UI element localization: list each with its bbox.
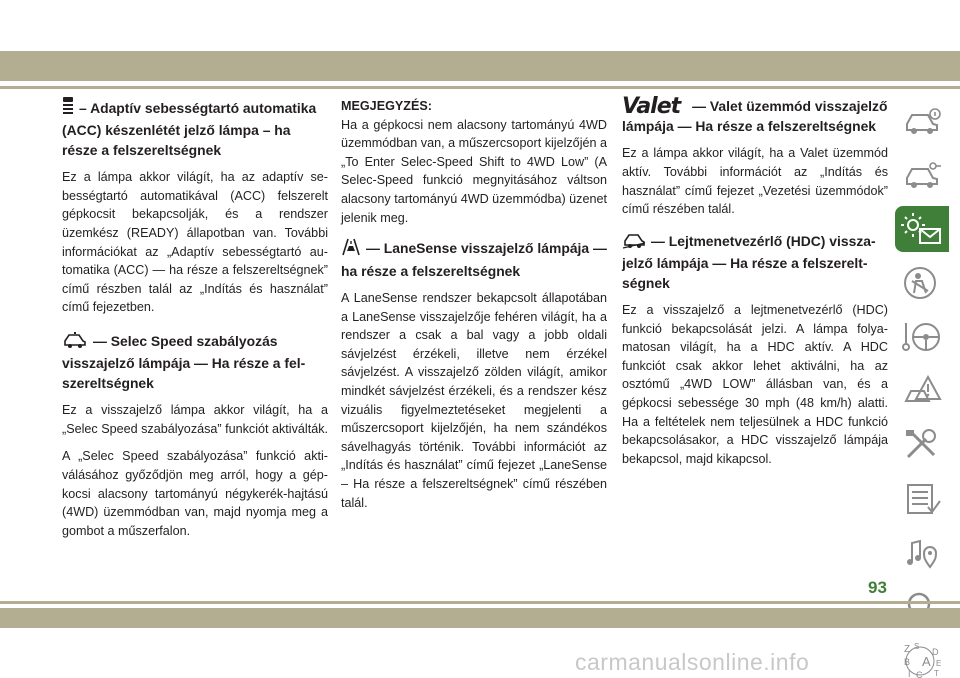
note-title: MEGJEGYZÉS: xyxy=(341,99,432,113)
index-letter: C xyxy=(916,670,923,678)
tab-driving[interactable] xyxy=(895,314,949,360)
header-band xyxy=(0,51,960,81)
selec-speed-heading-text: — Selec Speed szabályozás visszajelző lámpája — Ha része a felszereltségnek xyxy=(62,332,306,391)
tab-warning-lights[interactable] xyxy=(895,206,949,252)
footer-band xyxy=(0,608,960,628)
valet-heading xyxy=(622,94,888,136)
index-letter: D xyxy=(932,647,939,657)
tab-service[interactable] xyxy=(895,422,949,468)
column-left xyxy=(62,97,328,549)
footer-rule xyxy=(0,601,960,604)
index-letter: B xyxy=(904,657,911,667)
hdc-paragraph: Ez a visszajelző a lejtmenetvezérlő (HDC) funkció bekapcsolását jelzi. A lámpa folyamatosan világít, ha a HDC aktív. A HDC funkciót csak akkor lehet aktiválni, ha az osztómű „4WD LOW” állásban van, és a gépkocsi sebessége 30 mph (48 km/h) alatti. Ha a feltételek nem teljesülnek a HDC funkció bekapcsolásakor, a HDC visszajelző lámpája bekapcsol, majd kikapcsol. xyxy=(622,303,888,466)
index-letter: Z xyxy=(904,644,911,655)
page-number: 93 xyxy=(868,578,887,597)
hazard-triangle-icon xyxy=(902,373,942,409)
note-body: Ha a gépkocsi nem alacsony tartományú 4WD üzemmódban van, a műszercsoport kijelzőjén a „To Enter Selec-Speed Shift to 4WD Low” (A Selec-Speed funkció megnyitásához váltson alacsony tartományú 4WD üzemmódba) üzenet jelenik meg. xyxy=(341,117,607,225)
tab-specifications[interactable] xyxy=(895,476,949,522)
header-rule xyxy=(0,86,960,89)
acc-paragraph: Ez a lámpa akkor világít, ha az adaptív sebességtartó automatikával (ACC) felszerelt gépkocsit bekapcsolják, és a rendszer üzemkész (READY) állapotban van. További információkat az „Adaptív sebességtartó automatika (ACC) — ha része a felszereltségnek” című részben talál az „Indítás és használat” című fejezetben. xyxy=(62,170,328,315)
index-letter: T xyxy=(934,669,939,678)
steering-wheel-icon xyxy=(902,319,942,355)
selec-speed-icon xyxy=(62,331,88,354)
tab-multimedia[interactable] xyxy=(895,530,949,576)
valet-heading-text: — Valet üzemmód visszajelző lámpája — Ha része a felszereltségnek xyxy=(622,98,888,134)
tab-safety[interactable] xyxy=(895,260,949,306)
hdc-heading-text: — Lejtmenetvezérlő (HDC) visszajelző lámpája — Ha része a felszereltségnek xyxy=(622,232,876,291)
index-letters-icon xyxy=(900,641,944,678)
checklist-icon xyxy=(902,481,942,517)
selec-speed-paragraph-1: Ez a visszajelző lámpa akkor világít, ha a „Selec Speed szabályozása” funkciót aktiválták. xyxy=(62,403,329,436)
selec-speed-heading xyxy=(62,331,328,393)
music-navigation-icon xyxy=(902,535,942,571)
lanesense-icon xyxy=(341,238,361,261)
index-letter: I xyxy=(908,669,911,678)
warning-light-message-icon xyxy=(900,211,944,247)
index-letter: S xyxy=(914,642,920,651)
tab-car-info[interactable] xyxy=(895,98,949,144)
acc-heading-text: – Adaptív sebességtartó automatika (ACC) készenlétét jelző lámpa – ha része a felszereltségnek xyxy=(62,100,317,158)
acc-standby-icon xyxy=(62,97,74,121)
chapter-tabs xyxy=(895,98,949,678)
seatbelt-airbag-icon xyxy=(902,265,942,301)
index-letter: E xyxy=(936,659,942,668)
column-right xyxy=(622,94,888,477)
hdc-heading xyxy=(622,231,888,293)
valet-paragraph: Ez a lámpa akkor világít, ha a Valet üzemmód aktív. További információt az „Indítás és használat” című fejezet „Vezetési üzemmódok” című részében talál. xyxy=(622,146,888,217)
watermark: carmanualsonline.info xyxy=(575,649,810,675)
car-key-icon xyxy=(902,160,942,190)
tab-index[interactable] xyxy=(895,638,949,678)
tab-car-key[interactable] xyxy=(895,152,949,198)
column-middle xyxy=(341,97,607,521)
tools-icon xyxy=(902,427,942,463)
selec-speed-paragraph-2: A „Selec Speed szabályozása” funkció aktiválásához győződjön meg arról, hogy a gépkocsi alacsony tartományú négykerék-hajtású (4WD) üzemmódban van, majd nyomja meg a gombot a műszerfalon. xyxy=(62,449,328,538)
lanesense-heading-text: — LaneSense visszajelző lámpája — ha része a felszereltségnek xyxy=(341,240,607,279)
acc-heading xyxy=(62,97,328,160)
tab-emergency[interactable] xyxy=(895,368,949,414)
lanesense-paragraph: A LaneSense rendszer bekapcsolt állapotában a LaneSense visszajelzője fehéren világít, ha a rendszer a csak a bal vagy a jobb oldali sávjelzést érzékeli, illetve nem érzékel sávjelzést. A visszajelző zölden világít, amikor mindkét sávjelzést érzékeli, és a rendszer kész vizuális figyelmeztetéseket megjelenti a műszercsoport kijelzőjén, ha nem szándékos sávelhagyás történik. További információt az „Indítás és használat” című fejezet „LaneSense – Ha része a felszereltségnek” című részében talál. xyxy=(341,290,607,510)
valet-logo: Valet xyxy=(622,94,681,119)
lanesense-heading xyxy=(341,238,607,281)
car-info-icon xyxy=(902,106,942,136)
index-letter: A xyxy=(922,654,931,669)
hill-descent-icon xyxy=(622,231,646,254)
